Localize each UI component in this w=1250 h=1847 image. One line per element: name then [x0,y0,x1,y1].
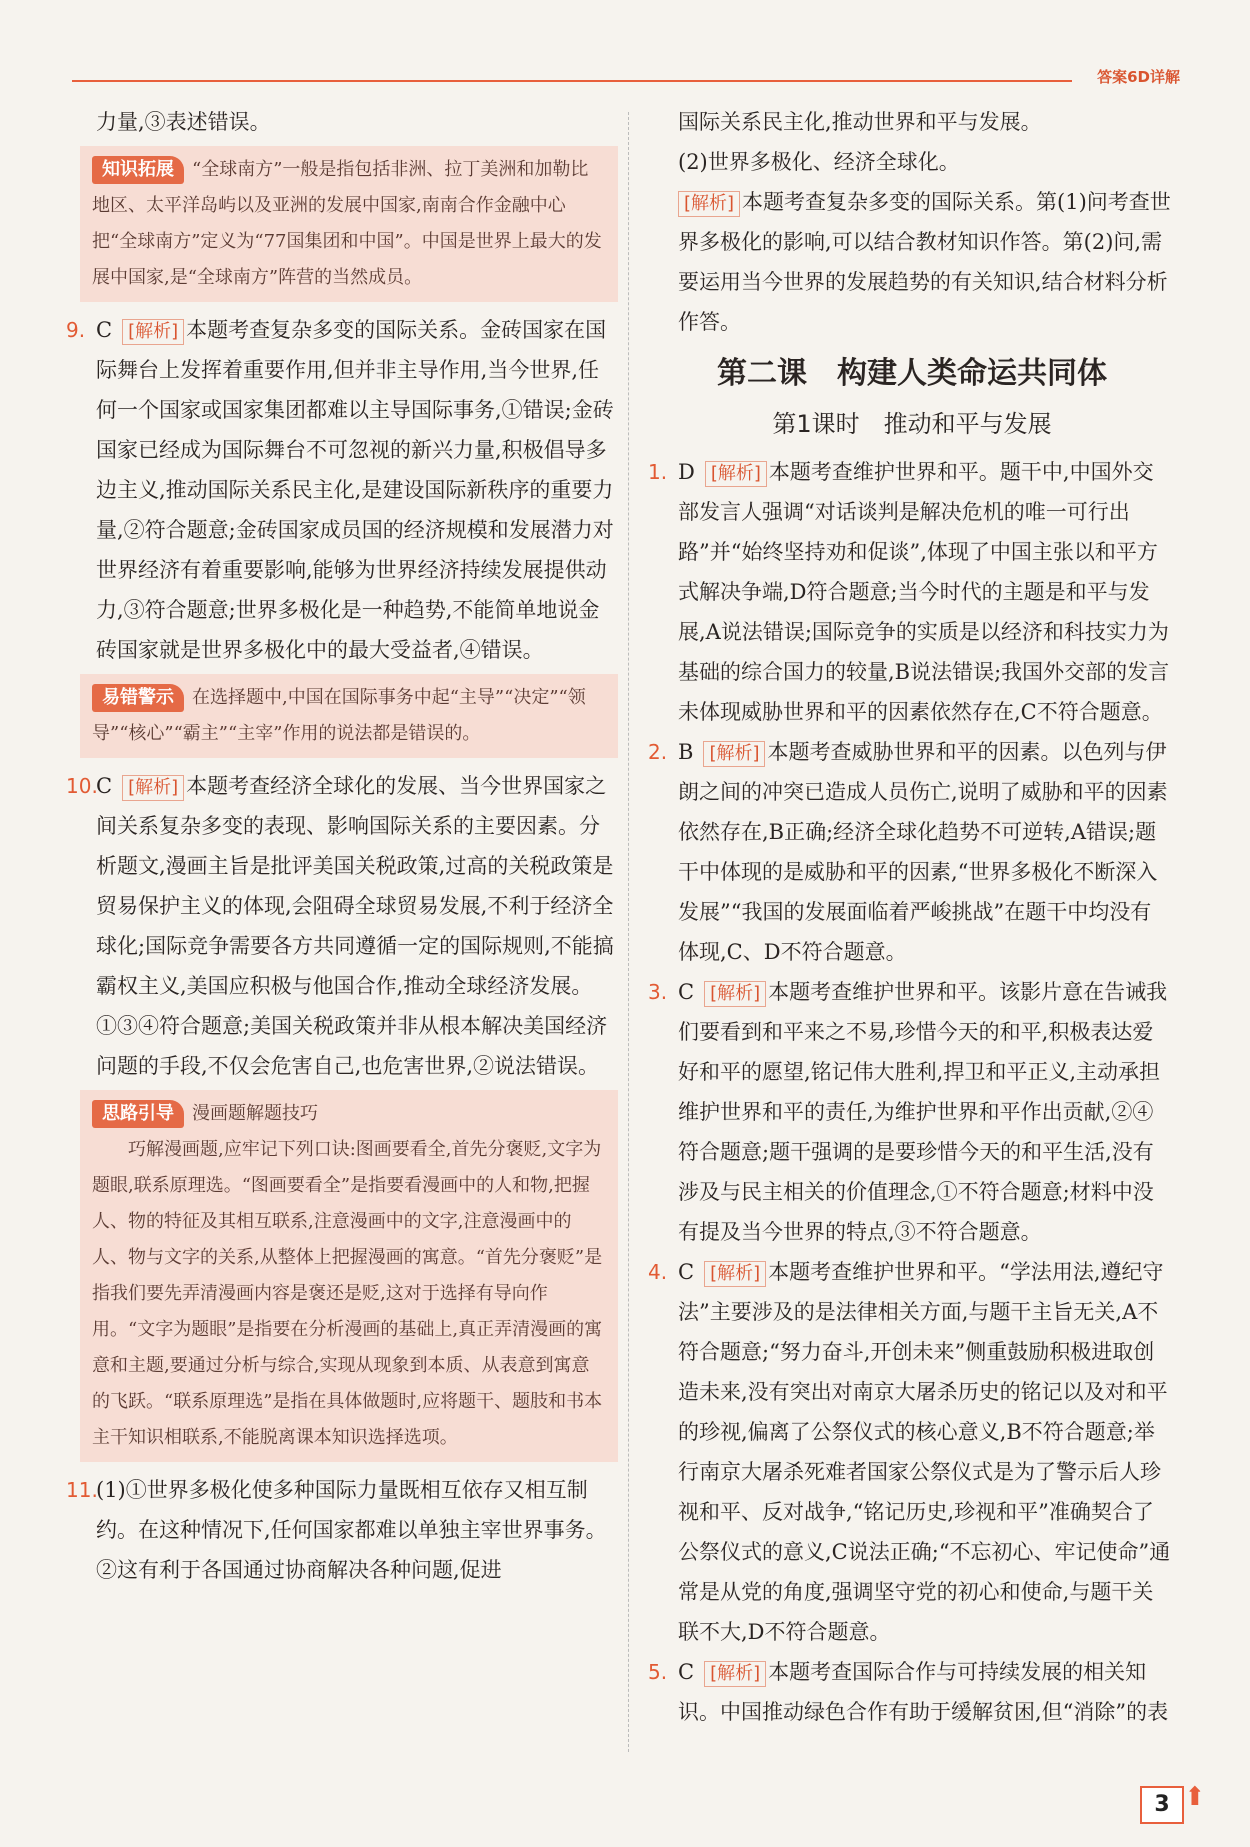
question-number: 3. [648,980,668,1004]
answer-letter: C [96,318,113,342]
question-number: 5. [648,1660,668,1684]
question-11 [66,1470,618,1590]
header-label: 答案6D详解 [1089,66,1180,87]
tip-text: 在选择题中,中国在国际事务中起“主导”“决定”“领导”“核心”“霸主”“主宰”作用的说法都是错误的。 [92,687,586,744]
analysis-text: 本题考查维护世界和平。“学法用法,遵纪守法”主要涉及的是法律相关方面,与题干主旨无关,A不符合题意;“努力奋斗,开创未来”侧重鼓励积极进取创造未来,没有突出对南京大屠杀历史的铭记以及对和平的珍视,偏离了公祭仪式的核心意义,B不符合题意;举行南京大屠杀死难者国家公祭仪式是为了警示后人珍视和平、反对战争,“铭记历史,珍视和平”准确契合了公祭仪式的意义,C说法正确;“不忘初心、牢记使命”通常是从党的角度,强调坚守党的初心和使命,与题干关联不大,D不符合题意。 [678,1260,1171,1644]
analysis-text: 本题考查国际合作与可持续发展的相关知识。中国推动绿色合作有助于缓解贫困,但“消除”的表 [678,1660,1169,1724]
answer-letter: C [678,980,695,1004]
tip-text: 巧解漫画题,应牢记下列口诀:图画要看全,首先分褒贬,文字为题眼,联系原理选。“图画要看全”是指要看漫画中的人和物,把握人、物的特征及其相互联系,注意漫画中的文字,注意漫画中的人、物与文字的关系,从整体上把握漫画的寓意。“首先分褒贬”是指我们要先弄清漫画内容是褒还是贬,这对于选择有导向作用。“文字为题眼”是指要在分析漫画的基础上,真正弄清漫画的寓意和主题,要通过分析与综合,实现从现象到本质、从表意到寓意的飞跃。“联系原理选”是指在具体做题时,应将题干、题肢和书本主干知识相联系,不能脱离课本知识选择选项。 [92,1139,603,1448]
lesson-title: 第二课 构建人类命运共同体 [717,356,1107,391]
analysis-tag: [解析] [704,1261,766,1287]
analysis-text: 本题考查复杂多变的国际关系。第(1)问考查世界多极化的影响,可以结合教材知识作答。第(2)问,需要运用当今世界的发展趋势的有关知识,结合材料分析作答。 [678,190,1171,334]
answer-letter: B [678,740,694,764]
tip-label: 思路引导 [92,1100,184,1128]
analysis-text: 本题考查复杂多变的国际关系。金砖国家在国际舞台上发挥着重要作用,但并非主导作用,当今世界,任何一个国家或国家集团都难以主导国际事务,①错误;金砖国家已经成为国际舞台不可忽视的新兴力量,积极倡导多边主义,推动国际关系民主化,是建设国际新秩序的重要力量,②符合题意;金砖国家成员国的经济规模和发展潜力对世界经济有着重要影响,能够为世界经济持续发展提供动力,③符合题意;世界多极化是一种趋势,不能简单地说金砖国家就是世界多极化中的最大受益者,④错误。 [96,318,614,662]
page-number: 3 [1140,1786,1184,1824]
tip-warning-box [80,674,618,758]
header-rule [72,80,1072,82]
tip-label: 易错警示 [92,684,184,712]
question-number: 9. [66,318,86,342]
question-number: 1. [648,460,668,484]
continued-line: 国际关系民主化,推动世界和平与发展。 [678,110,1042,134]
analysis-tag: [解析] [704,1661,766,1687]
analysis-tag: [解析] [705,461,767,487]
analysis-tag: [解析] [122,319,184,345]
answer-letter: C [96,774,113,798]
question-number: 11. [66,1478,98,1502]
question-10 [66,766,618,1086]
analysis-tag: [解析] [678,191,740,217]
tip-title: 漫画题解题技巧 [192,1103,318,1124]
tip-method-box [80,1090,618,1462]
analysis-tag: [解析] [122,775,184,801]
arrow-up-icon: ⬆ [1184,1782,1206,1812]
column-divider [628,112,629,1752]
answer-letter: D [678,460,695,484]
right-column [648,102,1172,1732]
analysis-text: 本题考查经济全球化的发展、当今世界国家之间关系复杂多变的表现、影响国际关系的主要因素。分析题文,漫画主旨是批评美国关税政策,过高的关税政策是贸易保护主义的体现,会阻碍全球贸易发展,不利于经济全球化;国际竞争需要各方共同遵循一定的国际规则,不能搞霸权主义,美国应积极与他国合作,推动全球经济发展。①③④符合题意;美国关税政策并非从根本解决美国经济问题的手段,不仅会危害自己,也危害世界,②说法错误。 [96,774,614,1078]
question-number: 2. [648,740,668,764]
analysis-text: 本题考查维护世界和平。该影片意在告诫我们要看到和平来之不易,珍惜今天的和平,积极表达爱好和平的愿望,铭记伟大胜利,捍卫和平正义,主动承担维护世界和平的责任,为维护世界和平作出贡献,②④符合题意;题干强调的是要珍惜今天的和平生活,没有涉及与民主相关的价值理念,①不符合题意;材料中没有提及当今世界的特点,③不符合题意。 [678,980,1168,1244]
answer-text: (1)①世界多极化使多种国际力量既相互依存又相互制约。在这种情况下,任何国家都难以单独主宰世界事务。②这有利于各国通过协商解决各种问题,促进 [96,1478,607,1582]
continued-line: 力量,③表述错误。 [96,110,271,134]
tip-knowledge-box [80,146,618,302]
question-item [648,732,1172,972]
question-number: 4. [648,1260,668,1284]
analysis-tag: [解析] [704,981,766,1007]
section-title: 第1课时 推动和平与发展 [772,410,1052,438]
question-item [648,452,1172,732]
tip-label: 知识拓展 [92,156,184,184]
question-number: 10. [66,774,98,798]
left-column [66,102,618,1590]
analysis-tag: [解析] [703,741,765,767]
question-item [648,1652,1172,1732]
tip-text: “全球南方”一般是指包括非洲、拉丁美洲和加勒比地区、太平洋岛屿以及亚洲的发展中国家,南南合作金融中心把“全球南方”定义为“77国集团和中国”。中国是世界上最大的发展中国家,是“全球南方”阵营的当然成员。 [92,159,602,288]
question-11-analysis [652,182,1172,342]
analysis-text: 本题考查威胁世界和平的因素。以色列与伊朗之间的冲突已造成人员伤亡,说明了威胁和平的因素依然存在,B正确;经济全球化趋势不可逆转,A错误;题干中体现的是威胁和平的因素,“世界多极化不断深入发展”“我国的发展面临着严峻挑战”在题干中均没有体现,C、D不符合题意。 [678,740,1168,964]
analysis-text: 本题考查维护世界和平。题干中,中国外交部发言人强调“对话谈判是解决危机的唯一可行出路”并“始终坚持劝和促谈”,体现了中国主张以和平方式解决争端,D符合题意;当今时代的主题是和平与发展,A说法错误;国际竞争的实质是以经济和科技实力为基础的综合国力的较量,B说法错误;我国外交部的发言未体现威胁世界和平的因素依然存在,C不符合题意。 [678,460,1170,724]
answer-letter: C [678,1260,695,1284]
question-9 [66,310,618,670]
answer-letter: C [678,1660,695,1684]
question-item [648,972,1172,1252]
question-item [648,1252,1172,1652]
answer-part-2: (2)世界多极化、经济全球化。 [678,150,960,174]
